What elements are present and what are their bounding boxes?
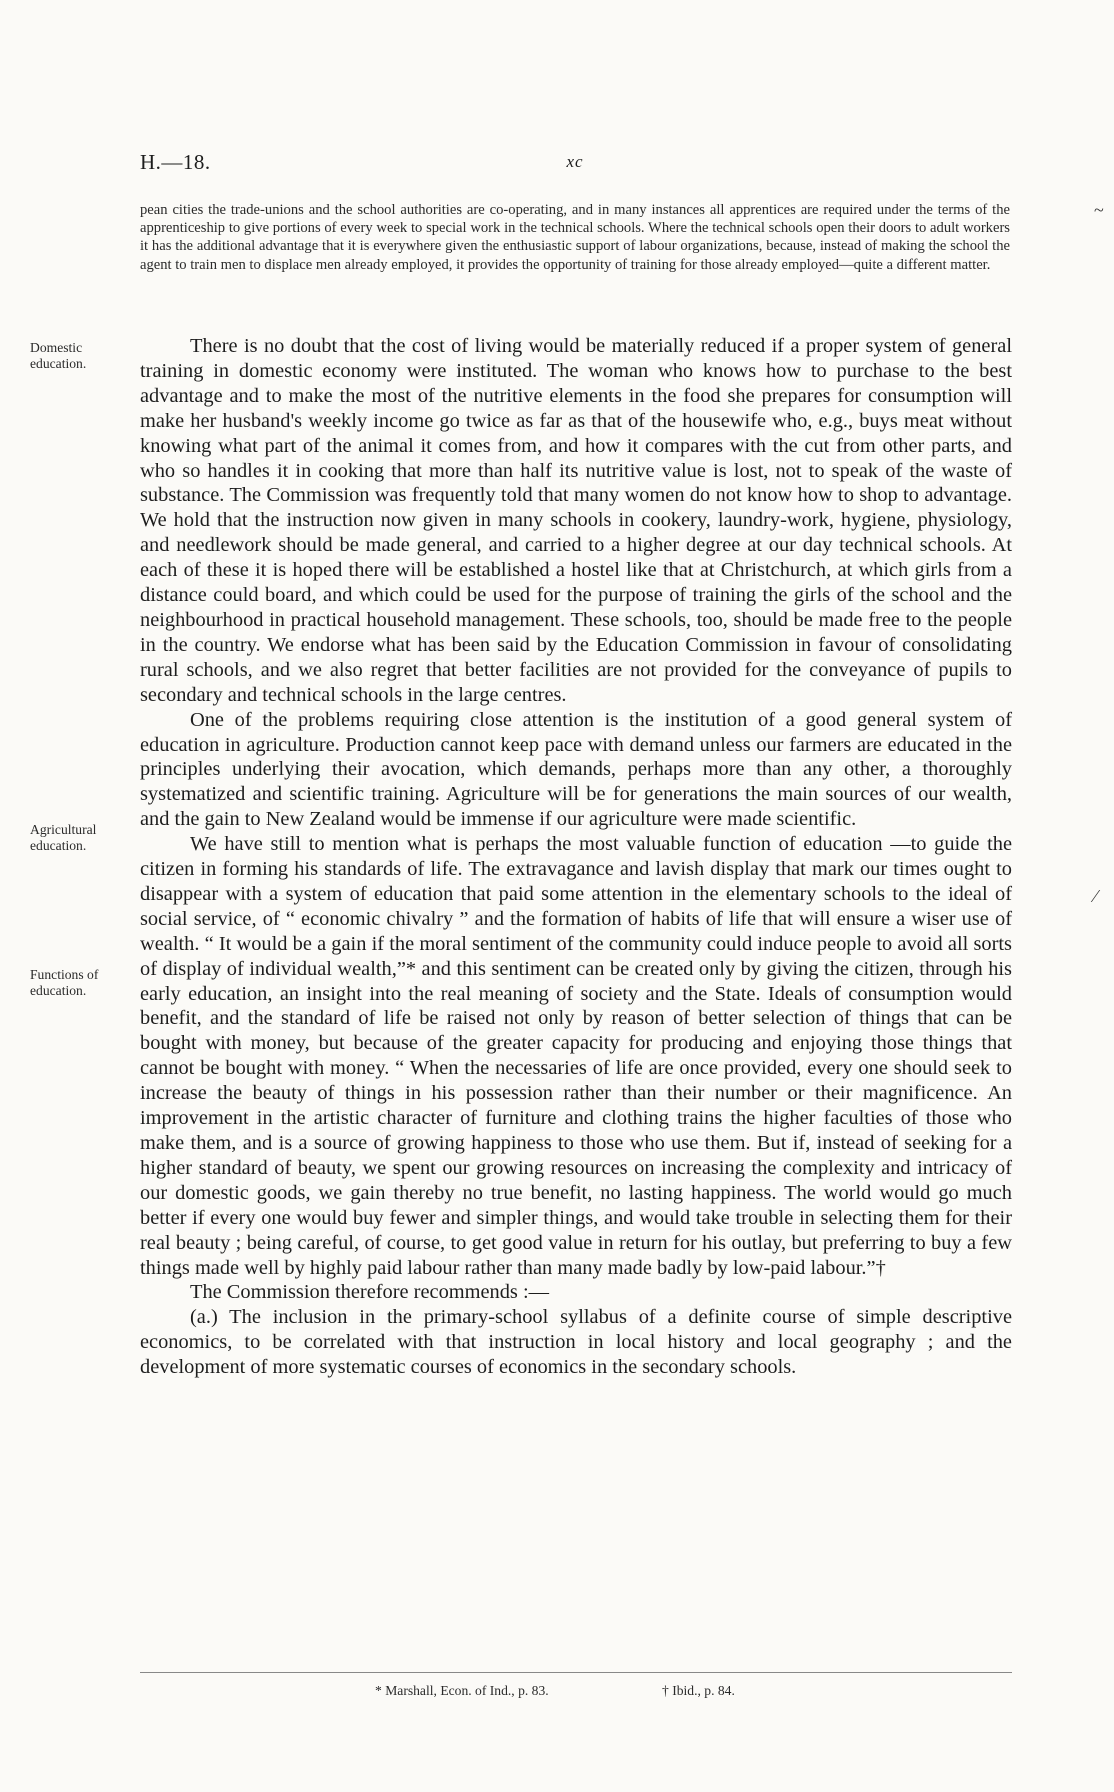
- recommendations-heading: The Commission therefore recommends :—: [190, 1281, 550, 1304]
- margin-note-functions-of-education: Functions of education.: [30, 967, 99, 998]
- margin-note-agricultural-education: Agricultural education.: [30, 822, 97, 853]
- margin-note-domestic-education: Domestic education.: [30, 340, 87, 371]
- paragraph-agricultural-education: One of the problems requiring close attention is the institution of a good general system of education in agriculture. Production cannot keep pace with demand unless our farmers are educated in the principles underlying their avocation, which demands, perhaps more than any other, a thoroughly systematized and scientific training. Agriculture will be for generations the main sources of our wealth, and the gain to New Zealand would be immense if our agriculture were made scientific.: [140, 708, 1012, 831]
- intro-paragraph: pean cities the trade-unions and the school authorities are co-operating, and in many instances all apprentices are required under the terms of the apprenticeship to give portions of every week to special work in the technical schools. Where the technical schools open their doors to adult workers it has the additional advantage that it is everywhere given the enthusiastic support of labour organizations, because, instead of making the school the agent to train men to displace men already employed, it provides the opportunity of training for those already employed—quite a different matter.: [140, 202, 1010, 273]
- page-number: xc: [566, 152, 584, 171]
- footnote-ibid: † Ibid., p. 84.: [662, 1683, 735, 1698]
- paragraph-functions-of-education: We have still to mention what is perhaps the most valuable function of education —to guide the citizen in forming his standards of life. The extravagance and lavish display that mark our times ought to disappear with a system of education that paid some attention in the elementary schools to the ideal of social service, of “ economic chivalry ” and the formation of habits of life that will ensure a wiser use of wealth. “ It would be a gain if the moral sentiment of the community could induce people to avoid all sorts of display of individual wealth,”* and this sentiment can be created only by giving the citizen, through his early education, an insight into the real meaning of society and the State. Ideals of consumption would benefit, and the standard of life be raised not only by reason of better selection of things that can be bought with money, but because of the greater capacity for producing and enjoying those things that cannot be bought with money. “ When the necessaries of life are once provided, every one should seek to increase the beauty of things in his possession rather than their number or their magnificence. An improvement in the artistic character of furniture and clothing trains the higher faculties of those who make them, and is a source of growing happiness to those who use them. But if, instead of seeking for a higher standard of beauty, we spent our growing resources on increasing the complexity and intricacy of our domestic goods, we gain thereby no true benefit, no lasting happiness. The world would go much better if every one would buy fewer and simpler things, and would take trouble in selecting them for their real beauty ; being careful, of course, to get good value in return for his outlay, but preferring to buy a few things made well by highly paid labour rather than many made badly by low-paid labour.”†: [140, 833, 1012, 1279]
- main-text: [140, 334, 1012, 1380]
- edge-mark-middle: ⁄: [1094, 886, 1098, 906]
- edge-mark-top: ~: [1094, 200, 1104, 220]
- footnote-divider: [140, 1672, 1012, 1673]
- page-header: [140, 150, 1010, 182]
- recommendation-item-a: (a.) The inclusion in the primary-school syllabus of a definite course of simple descriptive economics, to be correlated with that instruction in local history and local geography ; and the development of more systematic courses of economics in the secondary schools.: [140, 1306, 1012, 1379]
- paragraph-domestic-education: There is no doubt that the cost of living would be materially reduced if a proper system of general training in domestic economy were instituted. The woman who knows how to purchase to the best advantage and to make the most of the nutritive elements in the food she prepares for consumption will make her husband's weekly income go twice as far as that of the housewife who, e.g., buys meat without knowing what part of the animal it comes from, and how it compares with the cut from other parts, and who so handles it in cooking that more than half its nutritive value is lost, not to speak of the waste of substance. The Commission was frequently told that many women do not know how to shop to advantage. We hold that the instruction now given in many schools in cookery, laundry-work, hygiene, physiology, and needlework should be made general, and carried to a higher degree at our day technical schools. At each of these it is hoped there will be established a hostel like that at Christchurch, at which girls from a distance could board, and which could be used for the purpose of training the girls of the school and the neighbourhood in practical household management. These schools, too, should be made free to the people in the country. We endorse what has been said by the Education Commission in favour of consolidating rural schools, and we also regret that better facilities are not provided for the conveyance of pupils to secondary and technical schools in the large centres.: [140, 335, 1012, 706]
- footnote-marshall: * Marshall, Econ. of Ind., p. 83.: [375, 1683, 549, 1698]
- report-reference: H.—18.: [140, 150, 211, 174]
